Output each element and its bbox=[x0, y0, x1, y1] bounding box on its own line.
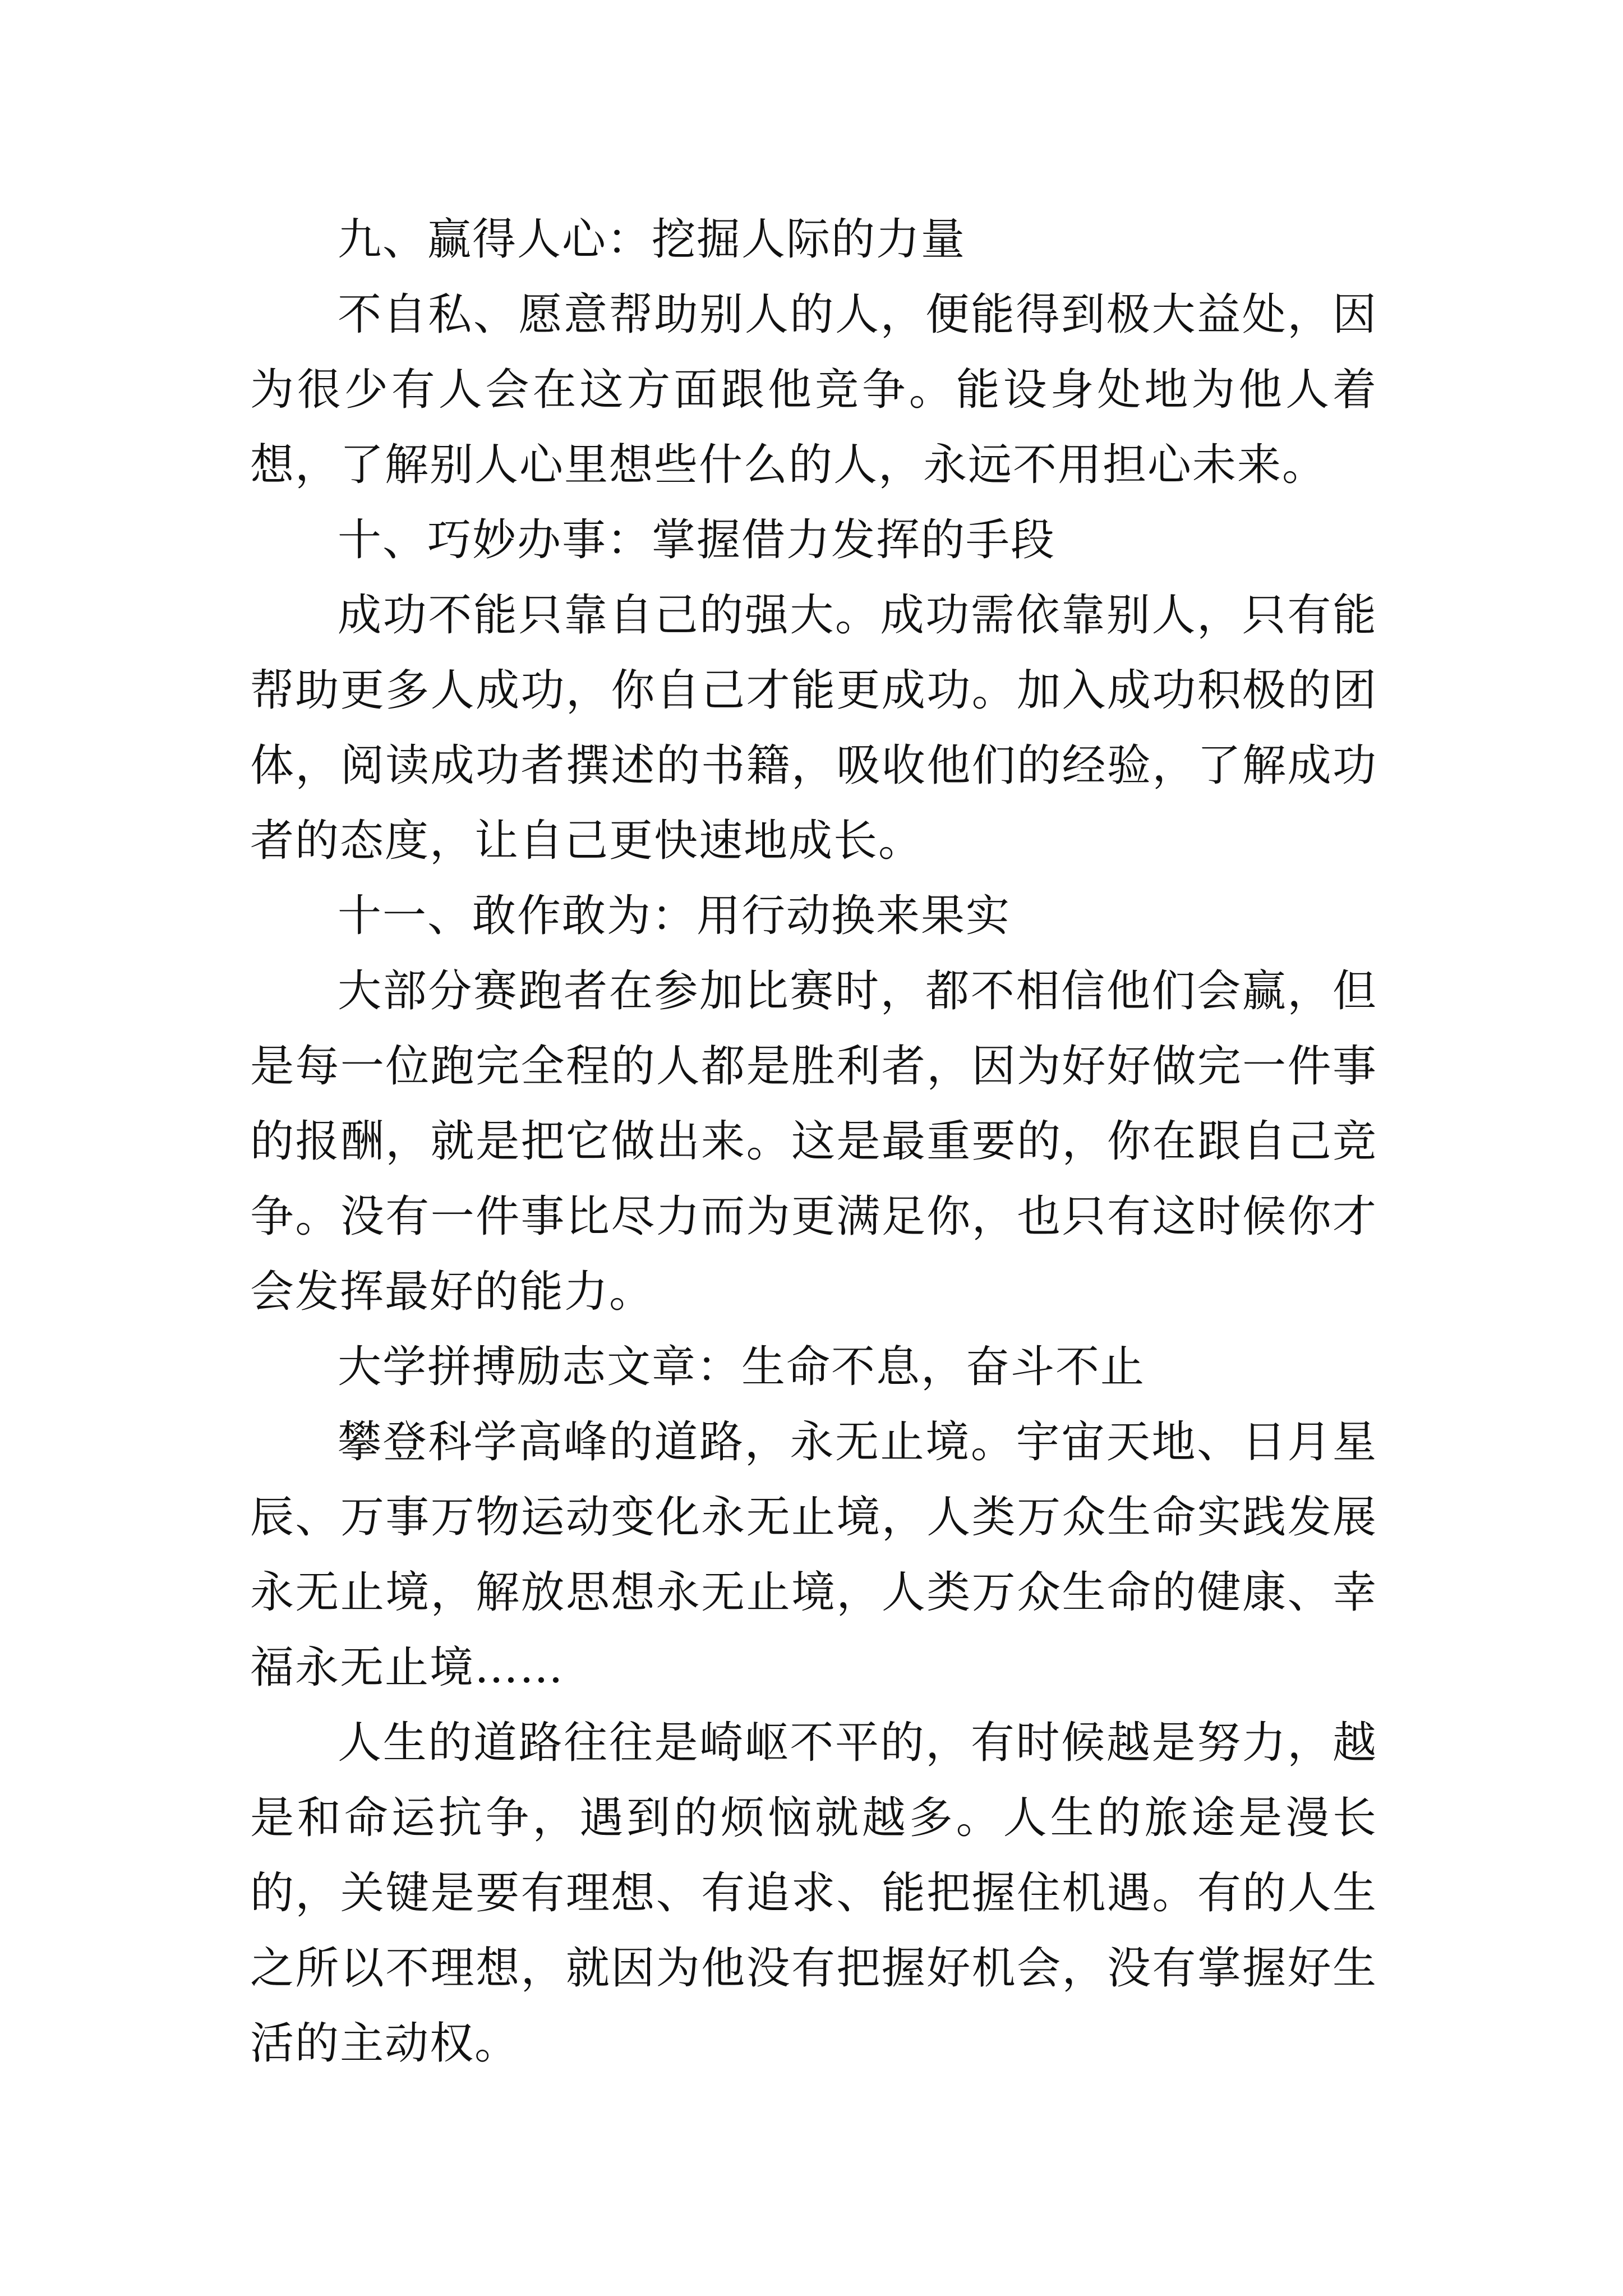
section-heading-11: 十一、敢作敢为：用行动换来果实 bbox=[338, 891, 1011, 941]
paragraph: 不自私、愿意帮助别人的人，便能得到极大益处，因为很少有人会在这方面跟他竞争。能设身处地为他人着想，了解别人心里想些什么的人，永远不用担心未来。 bbox=[250, 289, 1377, 490]
paragraph: 人生的道路往往是崎岖不平的，有时候越是努力，越是和命运抗争，遇到的烦恼就越多。人生的旅途是漫长的，关键是要有理想、有追求、能把握住机遇。有的人生之所以不理想，就因为他没有把握好机会，没有掌握好生活的主动权。 bbox=[250, 1718, 1377, 2069]
paragraph: 成功不能只靠自己的强大。成功需依靠别人，只有能帮助更多人成功，你自己才能更成功。加入成功积极的团体，阅读成功者撰述的书籍，吸收他们的经验，了解成功者的态度，让自己更快速地成长。 bbox=[250, 590, 1377, 866]
paragraph: 攀登科学高峰的道路，永无止境。宇宙天地、日月星辰、万事万物运动变化永无止境，人类万众生命实践发展永无止境，解放思想永无止境，人类万众生命的健康、幸福永无止境…… bbox=[250, 1417, 1377, 1693]
paragraph: 大部分赛跑者在参加比赛时，都不相信他们会赢，但是每一位跑完全程的人都是胜利者，因为好好做完一件事的报酬，就是把它做出来。这是最重要的，你在跟自己竞争。没有一件事比尽力而为更满足你，也只有这时候你才会发挥最好的能力。 bbox=[250, 966, 1377, 1317]
section-heading-9: 九、赢得人心：挖掘人际的力量 bbox=[338, 214, 966, 265]
document-body bbox=[250, 202, 1377, 2081]
section-heading-10: 十、巧妙办事：掌握借力发挥的手段 bbox=[338, 515, 1056, 565]
article-title: 大学拼搏励志文章：生命不息，奋斗不止 bbox=[338, 1342, 1146, 1392]
